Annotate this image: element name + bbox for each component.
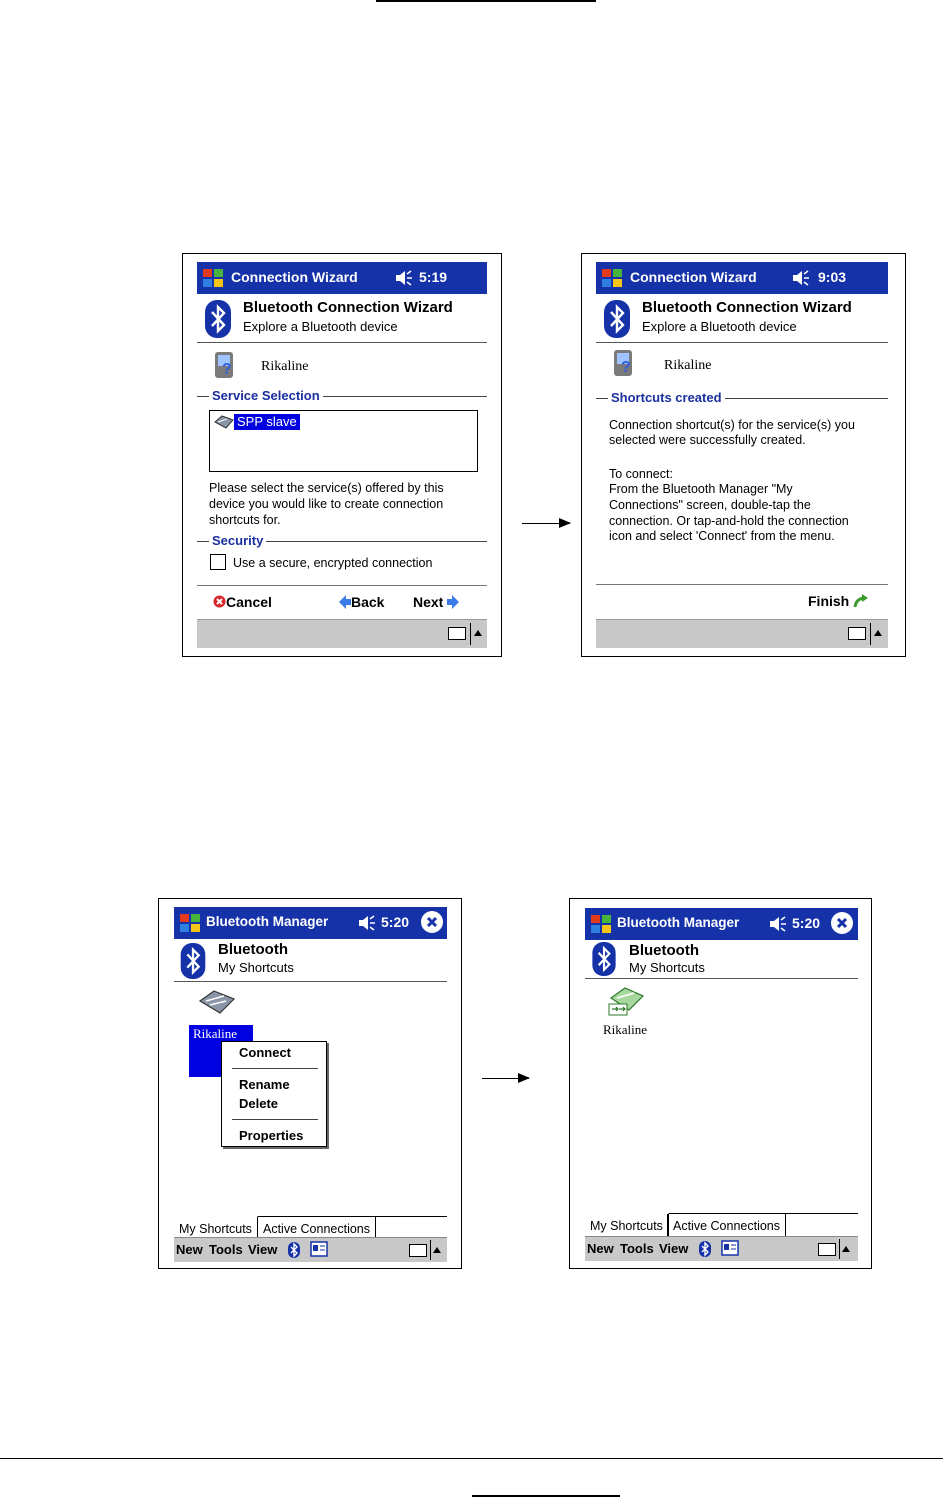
- shortcuts-section-header: [596, 390, 888, 406]
- window-title: Bluetooth Manager: [617, 915, 740, 930]
- next-label: Next: [413, 594, 444, 610]
- cancel-icon: [213, 595, 226, 608]
- windows-start-icon[interactable]: [589, 913, 613, 935]
- instruction-line-2: device you would like to create connection: [209, 497, 444, 511]
- clock[interactable]: 5:20: [792, 915, 821, 931]
- sip-arrow-icon[interactable]: [842, 1246, 850, 1252]
- svg-text:?: ?: [222, 361, 232, 378]
- menu-view[interactable]: View: [248, 1242, 278, 1257]
- sip-divider: [870, 623, 871, 645]
- footer-separator: [0, 1458, 943, 1459]
- bluetooth-icon: [604, 300, 630, 338]
- message-line-5: From the Bluetooth Manager "My: [609, 482, 793, 496]
- menu-item-connect[interactable]: Connect: [239, 1045, 291, 1060]
- speaker-icon[interactable]: [395, 270, 413, 286]
- manager-left-frame: [158, 898, 462, 1269]
- message-line-4: To connect:: [609, 467, 673, 481]
- instruction-line-3: shortcuts for.: [209, 513, 281, 527]
- sip-divider: [470, 623, 471, 645]
- bluetooth-icon: [180, 943, 206, 979]
- contact-card-icon[interactable]: [310, 1241, 328, 1257]
- message-line-6: Connections" screen, double-tap the: [609, 498, 811, 512]
- message-line-8: icon and select 'Connect' from the menu.: [609, 529, 835, 543]
- bluetooth-icon: [205, 300, 231, 338]
- service-section-header: [197, 388, 487, 404]
- menu-bar: [174, 1237, 447, 1262]
- input-panel-bar: [197, 619, 487, 648]
- device-icon: [209, 348, 245, 382]
- window-title: Connection Wizard: [231, 269, 358, 285]
- windows-start-icon[interactable]: [178, 912, 202, 934]
- contact-card-icon[interactable]: [721, 1240, 739, 1256]
- manager-heading: Bluetooth: [218, 941, 288, 958]
- manager-subheading: My Shortcuts: [218, 960, 294, 975]
- close-glyph: [421, 911, 443, 933]
- message-line-7: connection. Or tap-and-hold the connection: [609, 514, 849, 528]
- back-button[interactable]: [339, 594, 384, 610]
- cancel-button[interactable]: [213, 594, 272, 610]
- finish-arrow-icon: [853, 593, 869, 609]
- context-menu: [221, 1041, 327, 1147]
- tab-label: My Shortcuts: [590, 1219, 663, 1233]
- keyboard-icon[interactable]: [409, 1244, 427, 1257]
- device-name: Rikaline: [261, 359, 309, 374]
- wizard-header: [596, 294, 888, 343]
- cancel-label: Cancel: [226, 594, 272, 610]
- wizard-left-screen: [197, 262, 487, 648]
- service-listbox[interactable]: [209, 410, 478, 472]
- menu-item-properties[interactable]: Properties: [239, 1128, 304, 1143]
- tab-active-connections[interactable]: [667, 1214, 786, 1238]
- secure-checkbox[interactable]: [210, 554, 226, 570]
- menu-view[interactable]: View: [659, 1241, 689, 1256]
- window-title: Connection Wizard: [630, 269, 757, 285]
- back-arrow-icon: [339, 595, 351, 609]
- close-glyph: [831, 912, 853, 934]
- keyboard-icon[interactable]: [818, 1243, 836, 1256]
- manager-header: [585, 940, 858, 979]
- keyboard-icon[interactable]: [848, 627, 866, 640]
- header-rule: [376, 0, 596, 2]
- keyboard-icon[interactable]: [448, 627, 466, 640]
- close-icon[interactable]: [831, 912, 853, 934]
- close-icon[interactable]: [421, 911, 443, 933]
- sip-divider: [430, 1240, 431, 1260]
- connected-port-icon[interactable]: [607, 984, 647, 1018]
- wizard-subheading: Explore a Bluetooth device: [243, 319, 398, 334]
- bluetooth-tray-icon[interactable]: [286, 1241, 302, 1259]
- windows-start-icon[interactable]: [201, 267, 225, 289]
- speaker-icon[interactable]: [769, 916, 787, 932]
- title-bar: [197, 262, 487, 294]
- manager-subheading: My Shortcuts: [629, 960, 705, 975]
- footer-rule: [472, 1495, 620, 1497]
- wizard-header: [197, 294, 487, 343]
- next-arrow-icon: [447, 595, 459, 609]
- finish-button[interactable]: [808, 593, 869, 609]
- wizard-right-frame: [581, 253, 906, 657]
- wizard-heading: Bluetooth Connection Wizard: [243, 299, 453, 316]
- bluetooth-tray-icon[interactable]: [697, 1240, 713, 1258]
- title-bar: [585, 908, 858, 940]
- windows-start-icon[interactable]: [600, 267, 624, 289]
- sip-arrow-icon[interactable]: [874, 630, 882, 636]
- title-bar: [596, 262, 888, 294]
- wizard-left-frame: [182, 253, 502, 657]
- finish-label: Finish: [808, 593, 850, 609]
- section-title: Shortcuts created: [608, 390, 725, 405]
- input-panel-bar: [596, 619, 888, 648]
- manager-header: [174, 939, 447, 982]
- wizard-command-bar: [596, 584, 888, 619]
- wizard-heading: Bluetooth Connection Wizard: [642, 299, 852, 316]
- clock[interactable]: 5:20: [381, 914, 410, 930]
- title-bar: [174, 907, 447, 939]
- sip-arrow-icon[interactable]: [474, 630, 482, 636]
- message-line-2: selected were successfully created.: [609, 433, 806, 447]
- flow-arrow: [522, 523, 570, 524]
- message-line-1: Connection shortcut(s) for the service(s) you: [609, 418, 855, 432]
- window-title: Bluetooth Manager: [206, 914, 329, 929]
- back-label: Back: [351, 594, 385, 610]
- tab-my-shortcuts[interactable]: [585, 1213, 669, 1237]
- clock[interactable]: 9:03: [818, 269, 847, 285]
- instruction-line-1: Please select the service(s) offered by this: [209, 481, 444, 495]
- menu-tools[interactable]: Tools: [620, 1241, 654, 1256]
- menu-item-delete[interactable]: Delete: [239, 1096, 279, 1111]
- manager-heading: Bluetooth: [629, 942, 699, 959]
- tab-label: Active Connections: [673, 1219, 781, 1233]
- menu-tools[interactable]: Tools: [209, 1242, 243, 1257]
- serial-port-icon[interactable]: [196, 987, 238, 1019]
- section-title: Security: [209, 533, 266, 548]
- speaker-icon[interactable]: [358, 915, 376, 931]
- security-section-header: [197, 533, 487, 549]
- tab-label: My Shortcuts: [179, 1222, 252, 1236]
- shortcut-label[interactable]: Rikaline: [193, 1026, 238, 1041]
- svg-text:?: ?: [621, 359, 631, 376]
- device-icon: [608, 346, 644, 380]
- wizard-right-screen: [596, 262, 888, 648]
- bluetooth-icon: [591, 942, 617, 976]
- tab-label: Active Connections: [263, 1222, 371, 1236]
- manager-right-frame: [569, 898, 872, 1269]
- menu-item-rename[interactable]: Rename: [239, 1077, 290, 1092]
- menu-separator: [232, 1068, 318, 1069]
- speaker-icon[interactable]: [792, 270, 810, 286]
- device-name: Rikaline: [664, 358, 712, 373]
- shortcut-label[interactable]: Rikaline: [603, 1022, 648, 1037]
- service-item[interactable]: SPP slave: [234, 414, 300, 430]
- flow-arrow: [482, 1078, 529, 1079]
- menu-new[interactable]: New: [587, 1241, 614, 1256]
- sip-arrow-icon[interactable]: [433, 1247, 441, 1253]
- section-title: Service Selection: [209, 388, 323, 403]
- menu-bar: [585, 1236, 858, 1261]
- menu-new[interactable]: New: [176, 1242, 203, 1257]
- sip-divider: [839, 1239, 840, 1259]
- secure-checkbox-label: Use a secure, encrypted connection: [233, 556, 433, 570]
- next-button[interactable]: [413, 594, 459, 610]
- menu-separator: [232, 1119, 318, 1120]
- manager-left-screen: [174, 907, 447, 1262]
- wizard-command-bar: [197, 585, 487, 620]
- manager-right-screen: [585, 908, 858, 1261]
- clock[interactable]: 5:19: [419, 269, 448, 285]
- wizard-subheading: Explore a Bluetooth device: [642, 319, 797, 334]
- serial-port-icon: [213, 414, 235, 430]
